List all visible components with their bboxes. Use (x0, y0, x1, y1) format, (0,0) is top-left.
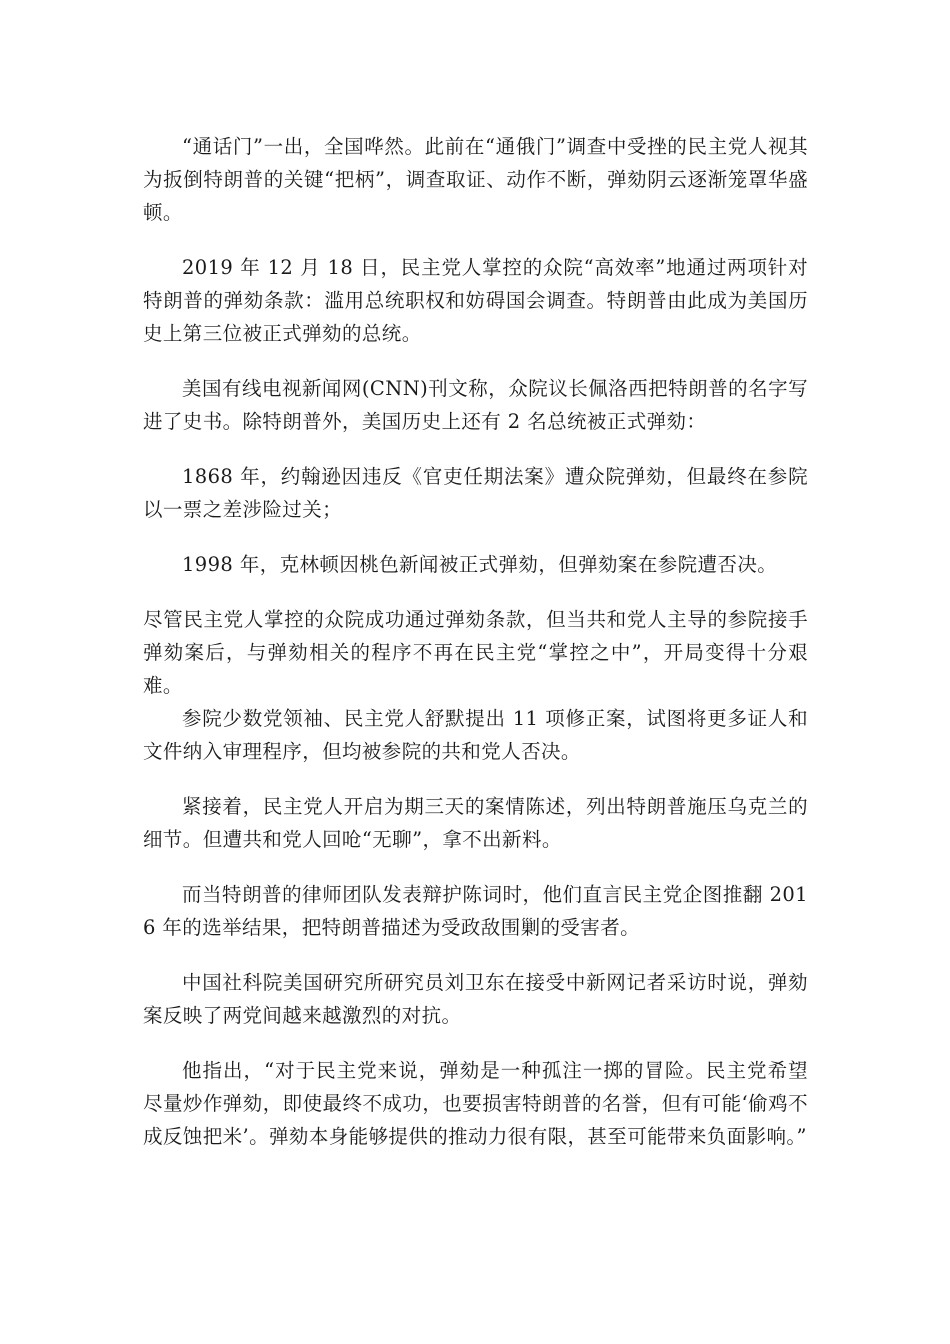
paragraph-11: 他指出，“对于民主党来说，弹劾是一种孤注一掷的冒险。民主党希望尽量炒作弹劾，即使最终不成功，也要损害特朗普的名誉，但有可能‘偷鸡不成反蚀把米’。弹劾本身能够提供的推动力很有限，甚至可能带来负面影响。” (143, 1059, 808, 1148)
paragraph-3: 美国有线电视新闻网(CNN)刊文称，众院议长佩洛西把特朗普的名字写进了史书。除特朗普外，美国历史上还有 2 名总统被正式弹劾： (143, 377, 808, 433)
paragraph-8: 紧接着，民主党人开启为期三天的案情陈述，列出特朗普施压乌克兰的细节。但遭共和党人回呛“无聊”，拿不出新料。 (143, 795, 808, 851)
paragraph-10: 中国社科院美国研究所研究员刘卫东在接受中新网记者采访时说，弹劾案反映了两党间越来越激烈的对抗。 (143, 971, 808, 1027)
paragraph-2: 2019 年 12 月 18 日，民主党人掌控的众院“高效率”地通过两项针对特朗普的弹劾条款：滥用总统职权和妨碍国会调查。特朗普由此成为美国历史上第三位被正式弹劾的总统。 (143, 256, 808, 345)
paragraph-1: “通话门”一出，全国哗然。此前在“通俄门”调查中受挫的民主党人视其为扳倒特朗普的关键“把柄”，调查取证、动作不断，弹劾阴云逐渐笼罩华盛顿。 (143, 135, 808, 224)
paragraph-7: 参院少数党领袖、民主党人舒默提出 11 项修正案，试图将更多证人和文件纳入审理程序，但均被参院的共和党人否决。 (143, 707, 808, 763)
paragraph-9: 而当特朗普的律师团队发表辩护陈词时，他们直言民主党企图推翻 2016 年的选举结果，把特朗普描述为受政敌围剿的受害者。 (143, 883, 808, 939)
paragraph-4: 1868 年，约翰逊因违反《官吏任期法案》遭众院弹劾，但最终在参院以一票之差涉险过关； (143, 465, 808, 521)
document-body (143, 130, 808, 1175)
paragraph-6: 尽管民主党人掌控的众院成功通过弹劾条款，但当共和党人主导的参院接手弹劾案后，与弹劾相关的程序不再在民主党“掌控之中”，开局变得十分艰难。 (143, 608, 808, 697)
paragraph-5: 1998 年，克林顿因桃色新闻被正式弹劾，但弹劾案在参院遭否决。 (182, 553, 778, 576)
